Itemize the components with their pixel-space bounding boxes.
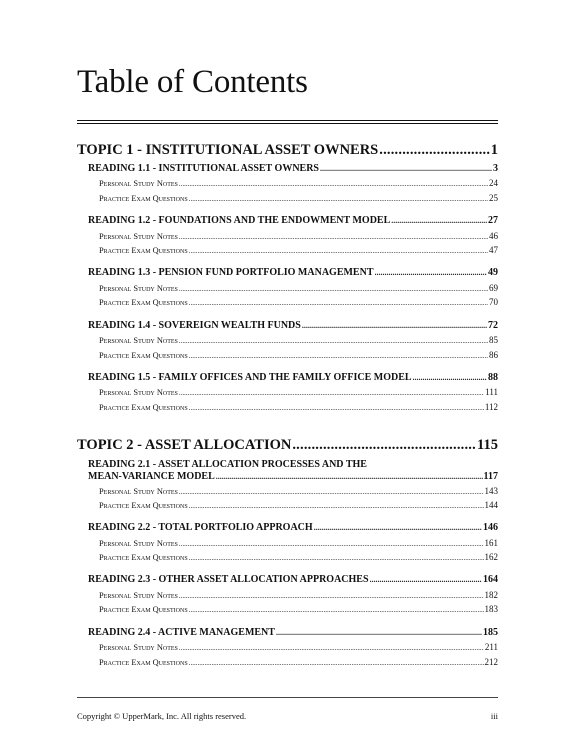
study-notes-label: Personal Study Notes [99,591,178,600]
dot-leader [179,540,484,548]
study-notes-label: Personal Study Notes [99,643,178,652]
exam-questions-label: Practice Exam Questions [99,351,188,360]
topic-page: 115 [477,437,498,453]
toc-reading-2-2[interactable] [77,522,498,533]
footer-divider [77,697,498,698]
dot-leader [179,337,488,345]
toc-reading-1-5[interactable] [77,372,498,383]
topic-label: TOPIC 1 - INSTITUTIONAL ASSET OWNERS [77,142,379,158]
study-notes-label: Personal Study Notes [99,179,178,188]
toc-exam-questions-2-2[interactable] [77,552,498,562]
toc-reading-2-4[interactable] [77,627,498,638]
toc-study-notes-2-4[interactable] [77,642,498,652]
exam-questions-label: Practice Exam Questions [99,658,188,667]
study-notes-label: Personal Study Notes [99,284,178,293]
topic-page: 1 [490,142,498,158]
toc-reading-2-1[interactable] [77,471,498,482]
dot-leader [179,285,488,293]
exam-questions-page: 212 [484,657,498,667]
reading-page: 3 [493,163,498,174]
exam-questions-page: 86 [489,350,498,360]
study-notes-page: 182 [484,590,498,600]
title-divider [77,120,498,124]
dot-leader [189,502,484,510]
toc-study-notes-2-2[interactable] [77,538,498,548]
toc-study-notes-1-5[interactable] [77,387,498,397]
dot-leader [179,389,484,397]
exam-questions-page: 112 [484,402,498,412]
reading-label: READING 1.4 - SOVEREIGN WEALTH FUNDS [88,320,301,331]
reading-page: 49 [488,267,498,278]
toc-exam-questions-1-4[interactable] [77,350,498,360]
study-notes-page: 161 [484,538,498,548]
footer-page-number: iii [490,711,498,721]
dot-leader [189,195,488,203]
toc-topic-1[interactable] [77,142,498,159]
reading-page: 117 [483,471,498,482]
reading-page: 185 [483,627,498,638]
exam-questions-page: 70 [489,297,498,307]
dot-leader [189,247,488,255]
reading-page: 164 [483,574,498,585]
toc-topic-2[interactable] [77,437,498,454]
page-title: Table of Contents [77,64,308,100]
exam-questions-label: Practice Exam Questions [99,246,188,255]
dot-leader [189,554,484,562]
study-notes-label: Personal Study Notes [99,388,178,397]
toc-study-notes-2-1[interactable] [77,486,498,496]
dot-leader [179,488,484,496]
study-notes-page: 69 [489,283,498,293]
dot-leader [375,268,488,277]
dot-leader [391,216,487,225]
exam-questions-label: Practice Exam Questions [99,553,188,562]
toc-reading-1-2[interactable] [77,215,498,226]
exam-questions-label: Practice Exam Questions [99,298,188,307]
dot-leader [314,523,482,532]
dot-leader [189,352,488,360]
reading-page: 27 [488,215,498,226]
reading-page: 72 [488,320,498,331]
toc-study-notes-1-2[interactable] [77,231,498,241]
dot-leader [302,321,487,330]
reading-label: READING 1.2 - FOUNDATIONS AND THE ENDOWMENT MODEL [88,215,391,226]
exam-questions-label: Practice Exam Questions [99,194,188,203]
study-notes-label: Personal Study Notes [99,232,178,241]
dot-leader [179,592,484,600]
dot-leader [189,299,488,307]
dot-leader [189,404,484,412]
topic-label: TOPIC 2 - ASSET ALLOCATION [77,437,292,453]
reading-label: READING 1.3 - PENSION FUND PORTFOLIO MANAGEMENT [88,267,374,278]
reading-label: READING 1.1 - INSTITUTIONAL ASSET OWNERS [88,163,319,174]
toc-exam-questions-2-3[interactable] [77,604,498,614]
reading-label: READING 2.4 - ACTIVE MANAGEMENT [88,627,275,638]
dot-leader [276,628,482,637]
study-notes-page: 211 [484,642,498,652]
toc-study-notes-1-4[interactable] [77,335,498,345]
reading-label: READING 2.2 - TOTAL PORTFOLIO APPROACH [88,522,313,533]
footer-copyright: Copyright © UpperMark, Inc. All rights reserved. [77,711,247,721]
dot-leader [379,142,490,159]
toc-reading-1-4[interactable] [77,320,498,331]
dot-leader [179,180,488,188]
dot-leader [216,472,483,481]
toc-study-notes-1-3[interactable] [77,283,498,293]
toc-reading-2-3[interactable] [77,574,498,585]
exam-questions-page: 47 [489,245,498,255]
toc-reading-1-1[interactable] [77,163,498,174]
toc-exam-questions-1-3[interactable] [77,297,498,307]
study-notes-page: 85 [489,335,498,345]
toc-exam-questions-1-5[interactable] [77,402,498,412]
study-notes-page: 46 [489,231,498,241]
reading-page: 146 [483,522,498,533]
dot-leader [179,233,488,241]
reading-label: MEAN-VARIANCE MODEL [88,471,215,482]
exam-questions-label: Practice Exam Questions [99,403,188,412]
toc-exam-questions-1-2[interactable] [77,245,498,255]
exam-questions-page: 183 [484,604,498,614]
study-notes-label: Personal Study Notes [99,336,178,345]
dot-leader [370,575,482,584]
exam-questions-label: Practice Exam Questions [99,605,188,614]
exam-questions-label: Practice Exam Questions [99,501,188,510]
toc-exam-questions-2-1[interactable] [77,500,498,510]
study-notes-page: 24 [489,178,498,188]
study-notes-page: 143 [484,486,498,496]
toc-study-notes-1-1[interactable] [77,178,498,188]
dot-leader [189,659,484,667]
study-notes-label: Personal Study Notes [99,487,178,496]
reading-label-line1: READING 2.1 - ASSET ALLOCATION PROCESSES AND THE [88,459,367,470]
study-notes-label: Personal Study Notes [99,539,178,548]
reading-page: 88 [488,372,498,383]
dot-leader [189,606,484,614]
toc-reading-1-3[interactable] [77,267,498,278]
exam-questions-page: 144 [484,500,498,510]
dot-leader [292,437,476,454]
exam-questions-page: 162 [484,552,498,562]
reading-label: READING 1.5 - FAMILY OFFICES AND THE FAMILY OFFICE MODEL [88,372,412,383]
study-notes-page: 111 [485,387,498,397]
exam-questions-page: 25 [489,193,498,203]
toc-exam-questions-1-1[interactable] [77,193,498,203]
toc-study-notes-2-3[interactable] [77,590,498,600]
toc-exam-questions-2-4[interactable] [77,657,498,667]
dot-leader [320,164,492,173]
dot-leader [413,373,487,382]
reading-label: READING 2.3 - OTHER ASSET ALLOCATION APPROACHES [88,574,369,585]
dot-leader [179,644,484,652]
